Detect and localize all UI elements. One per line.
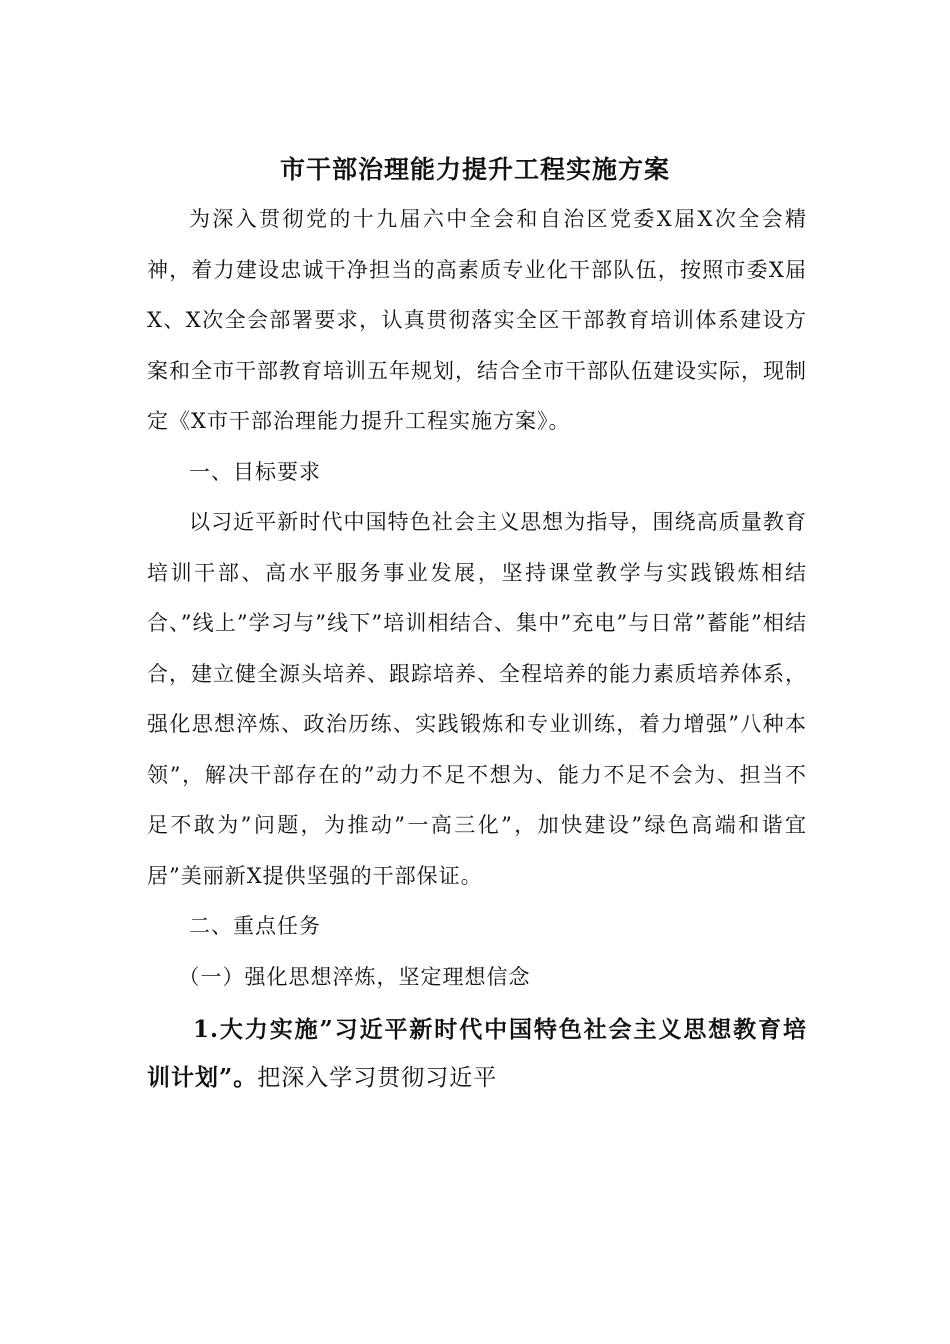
task-item-1-text: 把深入学习贯彻习近平 [257,1065,498,1091]
task-item-1 [147,1006,807,1102]
intro-paragraph: 为深入贯彻党的十九届六中全会和自治区党委X届X次全会精神，着力建设忠诚干净担当的高素质专业化干部队伍，按照市委X届X、X次全会部署要求，认真贯彻落实全区干部教育培训体系建设方案和全市干部教育培训五年规划，结合全市干部队伍建设实际，现制定《X市干部治理能力提升工程实施方案》。 [147,207,807,433]
subsection-heading-thought: （一）强化思想淬炼，坚定理想信念 [178,964,531,989]
document-body [147,194,807,1102]
document-title: 市干部治理能力提升工程实施方案 [279,155,670,184]
task-item-1-title: 1.大力实施”习近平新时代中国特色社会主义思想教育培训计划”。 [147,1016,807,1091]
goals-paragraph: 以习近平新时代中国特色社会主义思想为指导，围绕高质量教育培训干部、高水平服务事业发展，坚持课堂教学与实践锻炼相结合、”线上”学习与”线下”培训相结合、集中”充电”与日常”蓄能”相结合，建立健全源头培养、跟踪培养、全程培养的能力素质培养体系，强化思想淬炼、政治历练、实践锻炼和专业训练，着力增强”八种本领”，解决干部存在的”动力不足不想为、能力不足不会为、担当不足不敢为”问题，为推动”一高三化”，加快建设”绿色高端和谐宜居”美丽新X提供坚强的干部保证。 [147,510,807,888]
section-heading-goals: 一、目标要求 [189,459,321,484]
section-heading-tasks: 二、重点任务 [189,914,321,938]
